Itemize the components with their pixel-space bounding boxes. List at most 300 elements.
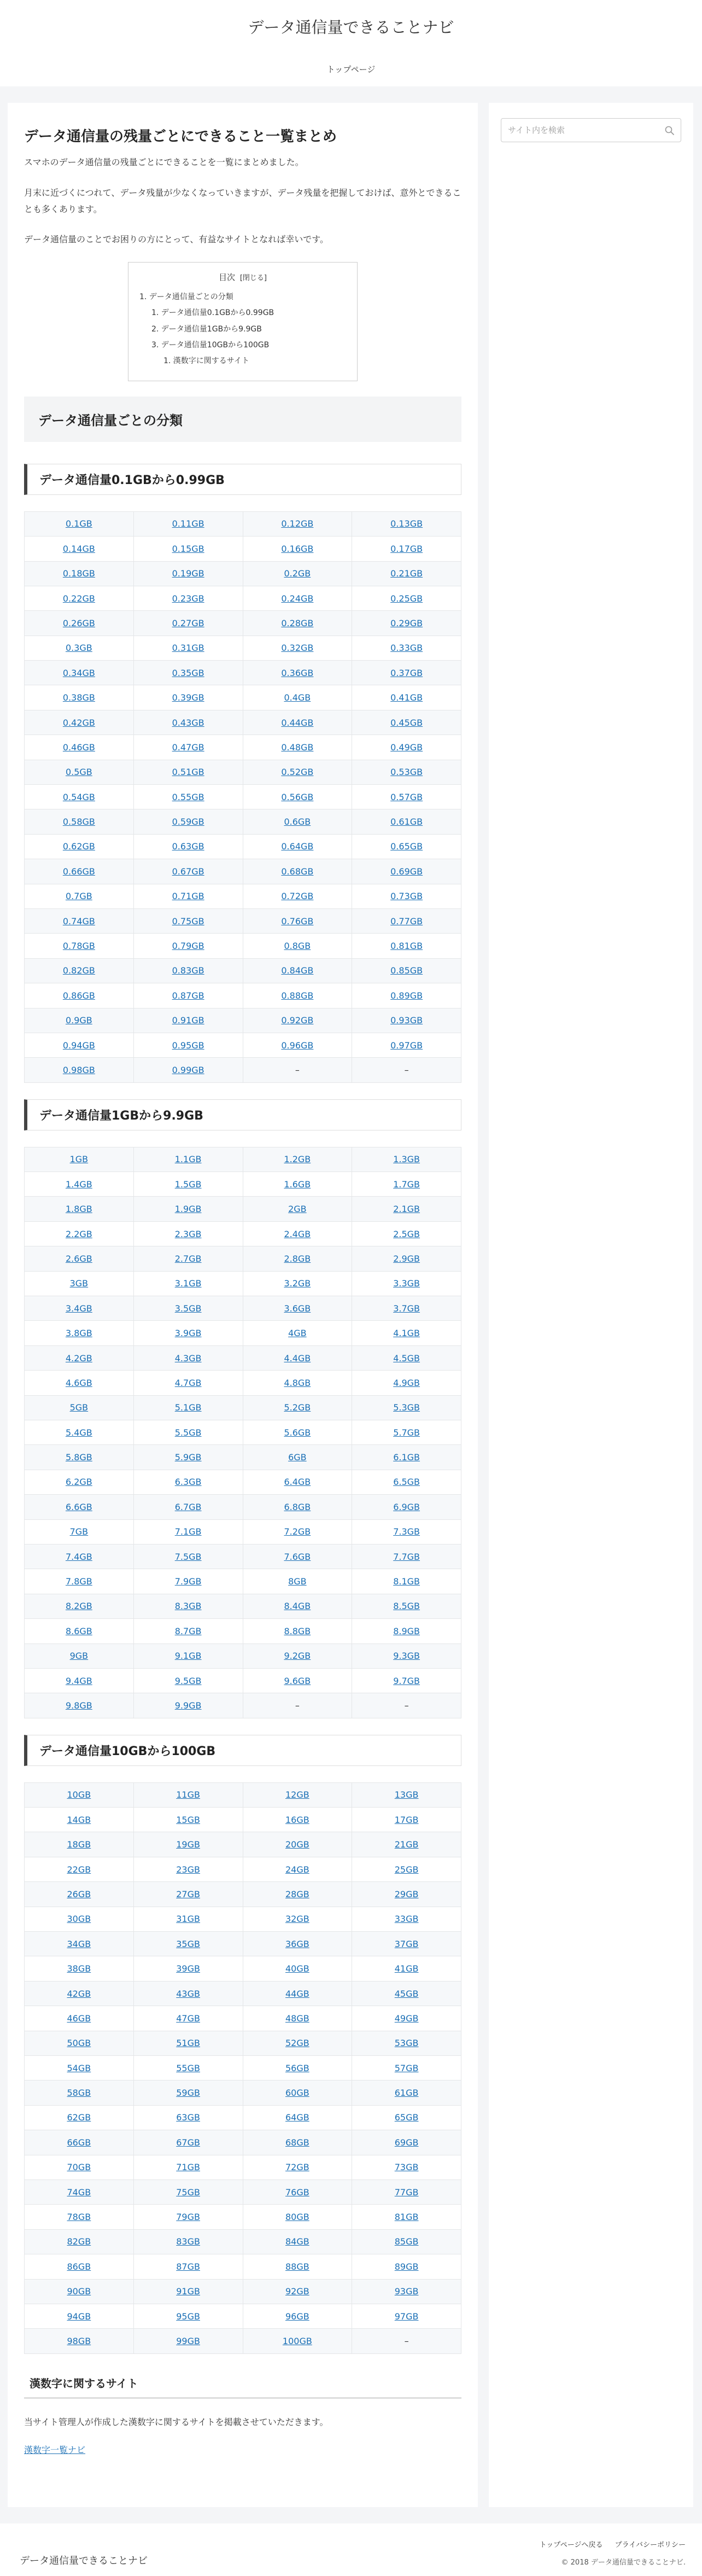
- data-amount-link[interactable]: 0.21GB: [390, 568, 423, 579]
- data-amount-link[interactable]: 49GB: [394, 2013, 419, 2024]
- data-amount-link[interactable]: 21GB: [394, 1839, 419, 1850]
- data-amount-link[interactable]: 4.9GB: [393, 1377, 420, 1388]
- data-amount-link[interactable]: 8.1GB: [393, 1576, 420, 1587]
- data-amount-link[interactable]: 2.4GB: [284, 1228, 311, 1239]
- table-cell: [25, 685, 134, 710]
- table-cell: [243, 2130, 352, 2155]
- data-amount-link[interactable]: 69GB: [394, 2137, 419, 2148]
- data-amount-link[interactable]: 3.3GB: [393, 1278, 420, 1289]
- data-amount-link[interactable]: 48GB: [285, 2013, 309, 2024]
- toc-link-table-3[interactable]: 3. データ通信量10GBから100GB: [151, 340, 270, 349]
- data-amount-link[interactable]: 0.2GB: [284, 568, 311, 579]
- data-amount-link[interactable]: 0.58GB: [62, 817, 95, 827]
- data-amount-link[interactable]: 8.5GB: [393, 1601, 420, 1612]
- data-amount-link[interactable]: 0.5GB: [65, 767, 92, 778]
- data-amount-link[interactable]: 5.1GB: [174, 1402, 202, 1413]
- data-amount-link[interactable]: 0.74GB: [62, 916, 95, 926]
- data-amount-link[interactable]: 2.5GB: [393, 1228, 420, 1239]
- site-title-link[interactable]: データ通信量できることナビ: [248, 18, 454, 37]
- data-amount-link[interactable]: 0.82GB: [62, 965, 95, 976]
- data-amount-link[interactable]: 7.5GB: [174, 1551, 202, 1562]
- data-amount-link[interactable]: 29GB: [394, 1889, 419, 1899]
- data-amount-link[interactable]: 85GB: [394, 2236, 419, 2247]
- data-amount-link[interactable]: 0.33GB: [390, 643, 423, 654]
- data-amount-link[interactable]: 28GB: [285, 1889, 309, 1899]
- data-amount-link[interactable]: 7.2GB: [284, 1526, 311, 1537]
- data-amount-link[interactable]: 7.1GB: [174, 1526, 202, 1537]
- data-amount-link[interactable]: 0.44GB: [281, 717, 314, 728]
- data-amount-link[interactable]: 20GB: [285, 1839, 309, 1850]
- data-amount-link[interactable]: 0.39GB: [172, 692, 204, 703]
- data-amount-link[interactable]: 11GB: [176, 1790, 200, 1800]
- data-amount-link[interactable]: 4.6GB: [65, 1377, 92, 1388]
- data-amount-link[interactable]: 5.3GB: [393, 1402, 420, 1413]
- data-amount-link[interactable]: 16GB: [285, 1814, 309, 1825]
- data-amount-link[interactable]: 8.9GB: [393, 1625, 420, 1636]
- data-amount-link[interactable]: 5.5GB: [174, 1427, 202, 1438]
- data-amount-link[interactable]: 76GB: [285, 2187, 309, 2198]
- data-amount-link[interactable]: 2.2GB: [65, 1228, 92, 1239]
- data-amount-link[interactable]: 0.35GB: [172, 667, 204, 678]
- data-amount-link[interactable]: 0.4GB: [284, 692, 311, 703]
- data-amount-link[interactable]: 1.2GB: [284, 1154, 311, 1165]
- data-amount-link[interactable]: 9.1GB: [174, 1651, 202, 1662]
- data-amount-link[interactable]: 43GB: [176, 1988, 200, 1999]
- data-amount-link[interactable]: 75GB: [176, 2187, 200, 2198]
- data-amount-link[interactable]: 4.8GB: [284, 1377, 311, 1388]
- data-amount-link[interactable]: 14GB: [67, 1814, 91, 1825]
- data-amount-link[interactable]: 8.8GB: [284, 1625, 311, 1636]
- table-cell: [25, 1420, 134, 1445]
- data-amount-link[interactable]: 1.8GB: [65, 1204, 92, 1215]
- data-amount-link[interactable]: 67GB: [176, 2137, 200, 2148]
- data-amount-link[interactable]: 8.4GB: [284, 1601, 311, 1612]
- data-amount-link[interactable]: 0.73GB: [390, 891, 423, 902]
- data-amount-link[interactable]: 3.7GB: [393, 1303, 420, 1314]
- data-amount-link[interactable]: 0.72GB: [281, 891, 314, 902]
- data-amount-link[interactable]: 8.7GB: [174, 1625, 202, 1636]
- data-amount-link[interactable]: 6.1GB: [393, 1452, 420, 1463]
- data-amount-link[interactable]: 31GB: [176, 1914, 200, 1925]
- data-amount-link[interactable]: 9.8GB: [65, 1700, 92, 1711]
- data-amount-link[interactable]: 5.9GB: [174, 1452, 202, 1463]
- data-amount-link[interactable]: 0.98GB: [62, 1065, 95, 1075]
- data-amount-link[interactable]: 2.8GB: [284, 1253, 311, 1264]
- data-amount-link[interactable]: 0.52GB: [281, 767, 314, 778]
- data-amount-link[interactable]: 0.11GB: [172, 518, 204, 529]
- data-amount-link[interactable]: 81GB: [394, 2212, 419, 2223]
- data-amount-link[interactable]: 72GB: [285, 2162, 309, 2173]
- data-amount-link[interactable]: 35GB: [176, 1938, 200, 1949]
- data-amount-link[interactable]: 50GB: [67, 2038, 91, 2049]
- data-amount-link[interactable]: 4.5GB: [393, 1353, 420, 1363]
- data-amount-link[interactable]: 0.8GB: [284, 941, 311, 952]
- data-amount-link[interactable]: 0.88GB: [281, 990, 314, 1001]
- data-amount-link[interactable]: 0.17GB: [390, 543, 423, 554]
- data-amount-link[interactable]: 0.68GB: [281, 866, 314, 877]
- data-amount-link[interactable]: 15GB: [176, 1814, 200, 1825]
- data-amount-link[interactable]: 58GB: [67, 2088, 91, 2099]
- data-amount-link[interactable]: 0.18GB: [62, 568, 95, 579]
- data-amount-link[interactable]: 2GB: [288, 1204, 307, 1215]
- data-amount-link[interactable]: 8.6GB: [65, 1625, 92, 1636]
- data-amount-link[interactable]: 59GB: [176, 2088, 200, 2099]
- data-amount-link[interactable]: 1.9GB: [174, 1204, 202, 1215]
- data-amount-link[interactable]: 100GB: [282, 2335, 312, 2346]
- data-amount-link[interactable]: 4.4GB: [284, 1353, 311, 1363]
- data-amount-link[interactable]: 8GB: [288, 1576, 307, 1587]
- data-amount-link[interactable]: 0.85GB: [390, 965, 423, 976]
- data-amount-link[interactable]: 0.94GB: [62, 1040, 95, 1051]
- data-amount-link[interactable]: 10GB: [67, 1790, 91, 1800]
- data-amount-link[interactable]: 38GB: [67, 1963, 91, 1974]
- data-amount-link[interactable]: 99GB: [176, 2335, 200, 2346]
- data-amount-link[interactable]: 3.8GB: [65, 1328, 92, 1339]
- toc-link-table-2[interactable]: 2. データ通信量1GBから9.9GB: [151, 324, 262, 334]
- data-amount-link[interactable]: 0.62GB: [62, 841, 95, 852]
- data-amount-link[interactable]: 0.26GB: [62, 617, 95, 628]
- data-amount-link[interactable]: 51GB: [176, 2038, 200, 2049]
- data-amount-link[interactable]: 0.13GB: [390, 518, 423, 529]
- data-amount-link[interactable]: 23GB: [176, 1864, 200, 1875]
- data-amount-link[interactable]: 53GB: [394, 2038, 419, 2049]
- table-cell: [352, 1221, 461, 1246]
- data-amount-link[interactable]: 1.1GB: [174, 1154, 202, 1165]
- data-amount-link[interactable]: 0.36GB: [281, 667, 314, 678]
- data-amount-link[interactable]: 82GB: [67, 2236, 91, 2247]
- data-amount-link[interactable]: 9.4GB: [65, 1675, 92, 1686]
- toc-item[interactable]: [139, 289, 346, 305]
- data-amount-link[interactable]: 0.12GB: [281, 518, 314, 529]
- data-amount-link[interactable]: 4GB: [288, 1328, 307, 1339]
- data-amount-link[interactable]: 22GB: [67, 1864, 91, 1875]
- toc-item[interactable]: [139, 322, 346, 337]
- footer-brand-link[interactable]: データ通信量できることナビ: [20, 2555, 148, 2567]
- toc-item[interactable]: [139, 353, 346, 369]
- data-amount-link[interactable]: 0.56GB: [281, 791, 314, 802]
- data-amount-link[interactable]: 6.9GB: [393, 1501, 420, 1512]
- data-amount-link[interactable]: 0.3GB: [65, 643, 92, 654]
- data-amount-link[interactable]: 96GB: [285, 2311, 309, 2322]
- data-amount-link[interactable]: 9.6GB: [284, 1675, 311, 1686]
- data-amount-link[interactable]: 66GB: [67, 2137, 91, 2148]
- data-amount-link[interactable]: 24GB: [285, 1864, 309, 1875]
- data-amount-link[interactable]: 1.6GB: [284, 1179, 311, 1190]
- data-amount-link[interactable]: 8.3GB: [174, 1601, 202, 1612]
- data-amount-link[interactable]: 56GB: [285, 2062, 309, 2073]
- data-amount-link[interactable]: 63GB: [176, 2112, 200, 2123]
- data-amount-link[interactable]: 42GB: [67, 1988, 91, 1999]
- data-amount-link[interactable]: 64GB: [285, 2112, 309, 2123]
- data-amount-link[interactable]: 78GB: [67, 2212, 91, 2223]
- data-amount-link[interactable]: 6.2GB: [65, 1477, 92, 1488]
- data-amount-link[interactable]: 37GB: [394, 1938, 419, 1949]
- data-amount-link[interactable]: 0.53GB: [390, 767, 423, 778]
- data-amount-link[interactable]: 0.34GB: [62, 667, 95, 678]
- data-amount-link[interactable]: 0.6GB: [284, 817, 311, 827]
- data-amount-link[interactable]: 0.23GB: [172, 593, 204, 604]
- data-amount-link[interactable]: 7.3GB: [393, 1526, 420, 1537]
- search-icon[interactable]: [664, 125, 675, 136]
- data-amount-link[interactable]: 0.38GB: [62, 692, 95, 703]
- data-amount-link[interactable]: 6.3GB: [174, 1477, 202, 1488]
- data-amount-link[interactable]: 79GB: [176, 2212, 200, 2223]
- data-amount-link[interactable]: 0.76GB: [281, 916, 314, 926]
- data-amount-link[interactable]: 13GB: [394, 1790, 419, 1800]
- data-amount-link[interactable]: 0.95GB: [172, 1040, 204, 1051]
- data-amount-link[interactable]: 1.5GB: [174, 1179, 202, 1190]
- data-amount-link[interactable]: 7.9GB: [174, 1576, 202, 1587]
- data-amount-link[interactable]: 0.37GB: [390, 667, 423, 678]
- data-amount-link[interactable]: 88GB: [285, 2261, 309, 2272]
- data-amount-link[interactable]: 71GB: [176, 2162, 200, 2173]
- data-amount-link[interactable]: 1.7GB: [393, 1179, 420, 1190]
- data-amount-link[interactable]: 12GB: [285, 1790, 309, 1800]
- data-amount-link[interactable]: 2.1GB: [393, 1204, 420, 1215]
- data-amount-link[interactable]: 0.47GB: [172, 742, 204, 753]
- toc-link-table-1[interactable]: 1. データ通信量0.1GBから0.99GB: [151, 308, 274, 318]
- data-amount-link[interactable]: 5.2GB: [284, 1402, 311, 1413]
- table-cell: [243, 2031, 352, 2055]
- data-amount-link[interactable]: 61GB: [394, 2088, 419, 2099]
- data-amount-link[interactable]: 0.84GB: [281, 965, 314, 976]
- data-amount-link[interactable]: 19GB: [176, 1839, 200, 1850]
- data-amount-link[interactable]: 9.3GB: [393, 1651, 420, 1662]
- data-amount-link[interactable]: 1.4GB: [65, 1179, 92, 1190]
- data-amount-link[interactable]: 89GB: [394, 2261, 419, 2272]
- data-amount-link[interactable]: 26GB: [67, 1889, 91, 1899]
- data-amount-link[interactable]: 57GB: [394, 2062, 419, 2073]
- data-amount-link[interactable]: 3.4GB: [65, 1303, 92, 1314]
- data-amount-link[interactable]: 77GB: [394, 2187, 419, 2198]
- data-amount-link[interactable]: 60GB: [285, 2088, 309, 2099]
- data-amount-link[interactable]: 0.28GB: [281, 617, 314, 628]
- data-amount-link[interactable]: 8.2GB: [65, 1601, 92, 1612]
- data-amount-link[interactable]: 6.6GB: [65, 1501, 92, 1512]
- data-amount-link[interactable]: 0.15GB: [172, 543, 204, 554]
- table-cell: [25, 636, 134, 660]
- data-amount-link[interactable]: 0.25GB: [390, 593, 423, 604]
- data-amount-link[interactable]: 0.97GB: [390, 1040, 423, 1051]
- data-amount-link[interactable]: 0.46GB: [62, 742, 95, 753]
- footer-link-privacy[interactable]: プライバシーポリシー: [615, 2541, 686, 2549]
- data-amount-link[interactable]: 97GB: [394, 2311, 419, 2322]
- data-amount-link[interactable]: 0.63GB: [172, 841, 204, 852]
- data-amount-link[interactable]: 2.9GB: [393, 1253, 420, 1264]
- data-amount-link[interactable]: 4.3GB: [174, 1353, 202, 1363]
- data-amount-link[interactable]: 0.67GB: [172, 866, 204, 877]
- data-amount-link[interactable]: 0.64GB: [281, 841, 314, 852]
- data-amount-link[interactable]: 0.81GB: [390, 941, 423, 952]
- data-amount-link[interactable]: 47GB: [176, 2013, 200, 2024]
- data-amount-link[interactable]: 0.19GB: [172, 568, 204, 579]
- data-amount-link[interactable]: 39GB: [176, 1963, 200, 1974]
- data-amount-link[interactable]: 0.7GB: [65, 891, 92, 902]
- data-amount-link[interactable]: 0.9GB: [65, 1015, 92, 1026]
- data-amount-link[interactable]: 1GB: [69, 1154, 89, 1165]
- data-amount-link[interactable]: 55GB: [176, 2062, 200, 2073]
- data-amount-link[interactable]: 46GB: [67, 2013, 91, 2024]
- data-amount-link[interactable]: 0.1GB: [65, 518, 92, 529]
- data-amount-link[interactable]: 7.8GB: [65, 1576, 92, 1587]
- data-amount-link[interactable]: 5.8GB: [65, 1452, 92, 1463]
- data-amount-link[interactable]: 65GB: [394, 2112, 419, 2123]
- data-amount-link[interactable]: 0.83GB: [172, 965, 204, 976]
- data-amount-link[interactable]: 40GB: [285, 1963, 309, 1974]
- data-amount-link[interactable]: 94GB: [67, 2311, 91, 2322]
- data-amount-link[interactable]: 0.16GB: [281, 543, 314, 554]
- data-amount-link[interactable]: 3.5GB: [174, 1303, 202, 1314]
- data-amount-link[interactable]: 3.6GB: [284, 1303, 311, 1314]
- data-amount-link[interactable]: 36GB: [285, 1938, 309, 1949]
- data-amount-link[interactable]: 0.42GB: [62, 717, 95, 728]
- data-amount-link[interactable]: 0.43GB: [172, 717, 204, 728]
- data-amount-link[interactable]: 0.79GB: [172, 941, 204, 952]
- data-amount-link[interactable]: 68GB: [285, 2137, 309, 2148]
- data-amount-link[interactable]: 91GB: [176, 2286, 200, 2297]
- data-amount-link[interactable]: 95GB: [176, 2311, 200, 2322]
- data-amount-link[interactable]: 3.1GB: [174, 1278, 202, 1289]
- toc-toggle-button[interactable]: [閉じる]: [239, 273, 267, 282]
- table-cell: [352, 1619, 461, 1643]
- footer-link-top[interactable]: トップページへ戻る: [539, 2541, 603, 2549]
- data-amount-link[interactable]: 5.7GB: [393, 1427, 420, 1438]
- data-amount-link[interactable]: 52GB: [285, 2038, 309, 2049]
- data-amount-link[interactable]: 9GB: [69, 1651, 89, 1662]
- data-amount-link[interactable]: 9.5GB: [174, 1675, 202, 1686]
- data-amount-link[interactable]: 5.6GB: [284, 1427, 311, 1438]
- data-amount-link[interactable]: 0.86GB: [62, 990, 95, 1001]
- data-amount-link[interactable]: 0.29GB: [390, 617, 423, 628]
- table-cell: [25, 1619, 134, 1643]
- data-amount-link[interactable]: 45GB: [394, 1988, 419, 1999]
- data-amount-link[interactable]: 5GB: [69, 1402, 89, 1413]
- data-amount-link[interactable]: 86GB: [67, 2261, 91, 2272]
- data-amount-link[interactable]: 2.3GB: [174, 1228, 202, 1239]
- data-amount-link[interactable]: 18GB: [67, 1839, 91, 1850]
- data-amount-link[interactable]: 0.22GB: [62, 593, 95, 604]
- data-amount-link[interactable]: 0.61GB: [390, 817, 423, 827]
- data-amount-link[interactable]: 0.24GB: [281, 593, 314, 604]
- table-row: [25, 1907, 461, 1931]
- data-amount-link[interactable]: 9.2GB: [284, 1651, 311, 1662]
- data-amount-link[interactable]: 3.9GB: [174, 1328, 202, 1339]
- data-amount-link[interactable]: 73GB: [394, 2162, 419, 2173]
- data-amount-link[interactable]: 33GB: [394, 1914, 419, 1925]
- data-amount-link[interactable]: 9.7GB: [393, 1675, 420, 1686]
- toc-link-related[interactable]: 1. 漢数字に関するサイト: [163, 357, 249, 366]
- data-amount-link[interactable]: 80GB: [285, 2212, 309, 2223]
- data-amount-link[interactable]: 0.49GB: [390, 742, 423, 753]
- data-amount-link[interactable]: 3.2GB: [284, 1278, 311, 1289]
- data-amount-link[interactable]: 0.27GB: [172, 617, 204, 628]
- data-amount-link[interactable]: 0.99GB: [172, 1065, 204, 1075]
- table-row: [25, 834, 461, 859]
- data-amount-link[interactable]: 0.55GB: [172, 791, 204, 802]
- data-amount-link[interactable]: 70GB: [67, 2162, 91, 2173]
- data-amount-link[interactable]: 0.31GB: [172, 643, 204, 654]
- data-amount-link[interactable]: 0.66GB: [62, 866, 95, 877]
- data-amount-link[interactable]: 7GB: [69, 1526, 89, 1537]
- data-amount-link[interactable]: 1.3GB: [393, 1154, 420, 1165]
- data-amount-link[interactable]: 3GB: [69, 1278, 89, 1289]
- data-amount-link[interactable]: 90GB: [67, 2286, 91, 2297]
- data-amount-link[interactable]: 6.5GB: [393, 1477, 420, 1488]
- data-amount-link[interactable]: 0.51GB: [172, 767, 204, 778]
- data-amount-link[interactable]: 6.8GB: [284, 1501, 311, 1512]
- data-amount-link[interactable]: 0.14GB: [62, 543, 95, 554]
- data-amount-link[interactable]: 0.78GB: [62, 941, 95, 952]
- data-amount-link[interactable]: 32GB: [285, 1914, 309, 1925]
- data-amount-link[interactable]: 0.93GB: [390, 1015, 423, 1026]
- data-amount-link[interactable]: 0.96GB: [281, 1040, 314, 1051]
- data-amount-link[interactable]: 34GB: [67, 1938, 91, 1949]
- data-amount-link[interactable]: 0.59GB: [172, 817, 204, 827]
- data-amount-link[interactable]: 0.65GB: [390, 841, 423, 852]
- data-amount-link[interactable]: 0.71GB: [172, 891, 204, 902]
- data-amount-link[interactable]: 98GB: [67, 2335, 91, 2346]
- toc-item[interactable]: [139, 305, 346, 321]
- data-amount-link[interactable]: 74GB: [67, 2187, 91, 2198]
- data-amount-link[interactable]: 44GB: [285, 1988, 309, 1999]
- data-amount-link[interactable]: 0.91GB: [172, 1015, 204, 1026]
- data-amount-link[interactable]: 9.9GB: [174, 1700, 202, 1711]
- search-input[interactable]: [501, 119, 654, 142]
- data-amount-link[interactable]: 41GB: [394, 1963, 419, 1974]
- data-amount-link[interactable]: 30GB: [67, 1914, 91, 1925]
- related-site-link[interactable]: 漢数字一覧ナビ: [24, 2445, 86, 2456]
- data-amount-link[interactable]: 6.7GB: [174, 1501, 202, 1512]
- toc-link-classification[interactable]: 1. データ通信量ごとの分類: [139, 292, 233, 301]
- data-amount-link[interactable]: 25GB: [394, 1864, 419, 1875]
- data-amount-link[interactable]: 62GB: [67, 2112, 91, 2123]
- data-amount-link[interactable]: 5.4GB: [65, 1427, 92, 1438]
- data-amount-link[interactable]: 7.7GB: [393, 1551, 420, 1562]
- data-amount-link[interactable]: 84GB: [285, 2236, 309, 2247]
- data-amount-link[interactable]: 7.4GB: [65, 1551, 92, 1562]
- data-amount-link[interactable]: 92GB: [285, 2286, 309, 2297]
- toc-item[interactable]: [139, 337, 346, 353]
- data-amount-link[interactable]: 27GB: [176, 1889, 200, 1899]
- data-amount-link[interactable]: 0.54GB: [62, 791, 95, 802]
- data-amount-link[interactable]: 4.1GB: [393, 1328, 420, 1339]
- data-amount-link[interactable]: 6.4GB: [284, 1477, 311, 1488]
- data-amount-link[interactable]: 0.41GB: [390, 692, 423, 703]
- data-amount-link[interactable]: 0.48GB: [281, 742, 314, 753]
- data-amount-link[interactable]: 7.6GB: [284, 1551, 311, 1562]
- data-amount-link[interactable]: 0.45GB: [390, 717, 423, 728]
- data-amount-link[interactable]: 6GB: [288, 1452, 307, 1463]
- data-amount-link[interactable]: 0.77GB: [390, 916, 423, 926]
- nav-item-top[interactable]: トップページ: [326, 65, 376, 74]
- data-amount-link[interactable]: 4.2GB: [65, 1353, 92, 1363]
- data-amount-link[interactable]: 0.75GB: [172, 916, 204, 926]
- data-amount-link[interactable]: 4.7GB: [174, 1377, 202, 1388]
- data-amount-link[interactable]: 0.87GB: [172, 990, 204, 1001]
- data-amount-link[interactable]: 87GB: [176, 2261, 200, 2272]
- data-amount-link[interactable]: 0.89GB: [390, 990, 423, 1001]
- data-amount-link[interactable]: 93GB: [394, 2286, 419, 2297]
- data-amount-link[interactable]: 17GB: [394, 1814, 419, 1825]
- data-amount-link[interactable]: 2.6GB: [65, 1253, 92, 1264]
- data-amount-link[interactable]: 54GB: [67, 2062, 91, 2073]
- data-amount-link[interactable]: 0.92GB: [281, 1015, 314, 1026]
- data-amount-link[interactable]: 83GB: [176, 2236, 200, 2247]
- data-amount-link[interactable]: 2.7GB: [174, 1253, 202, 1264]
- data-amount-link[interactable]: 0.69GB: [390, 866, 423, 877]
- data-amount-link[interactable]: 0.32GB: [281, 643, 314, 654]
- data-amount-link[interactable]: 0.57GB: [390, 791, 423, 802]
